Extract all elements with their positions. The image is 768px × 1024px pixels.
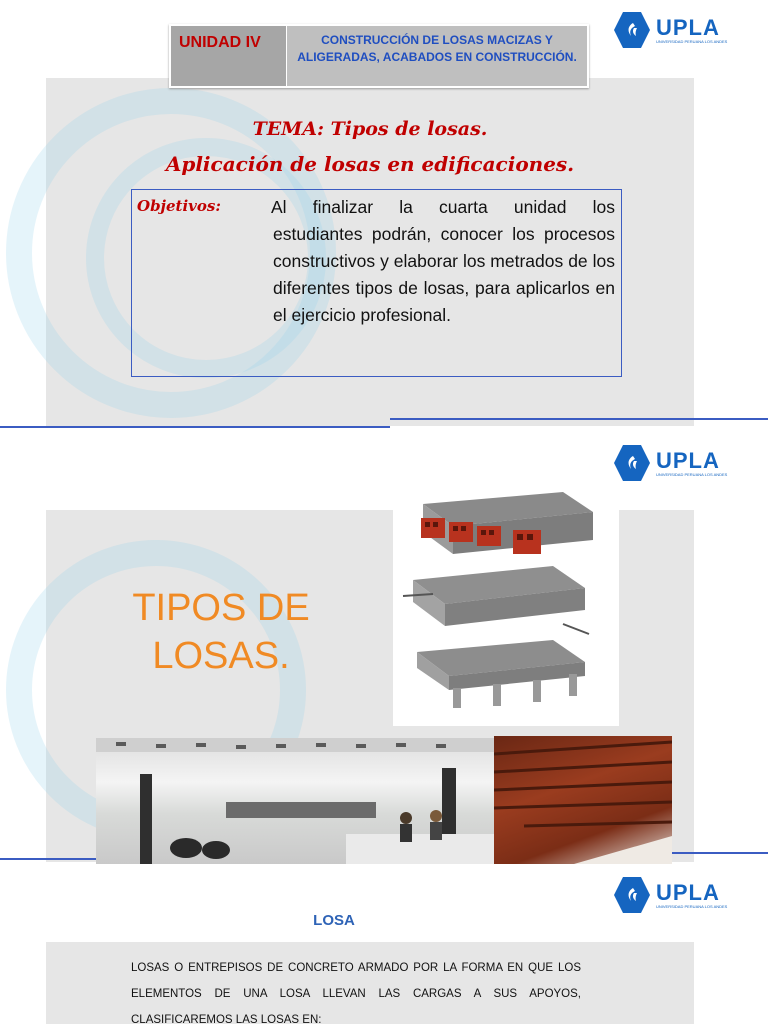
section-heading: LOSA — [313, 912, 355, 929]
slide-separator-right — [390, 418, 768, 420]
upla-emblem-icon — [614, 877, 650, 913]
unit-label: UNIDAD IV — [171, 26, 287, 86]
slide-separator-right — [672, 852, 768, 854]
brand-name: UPLA — [656, 879, 720, 905]
brand-name: UPLA — [656, 14, 720, 40]
objectives-first-line: Al finalizar la cuarta unidad los — [271, 197, 615, 217]
upla-logo — [614, 877, 727, 913]
upla-logo — [614, 12, 727, 48]
topic-title: TEMA: Tipos de losas. — [252, 118, 488, 140]
slide-title-line-2: LOSAS. — [152, 635, 290, 677]
section-body-text: LOSAS O ENTREPISOS DE CONCRETO ARMADO POR LA FORMA EN QUE LOS ELEMENTOS DE UNA LOSA LLEVAN LAS CARGAS A SUS APOYOS, CLASIFICAREMOS LAS LOSAS EN: — [131, 962, 581, 1024]
objectives-label: Objetivos: — [137, 197, 221, 215]
brand-name: UPLA — [656, 447, 720, 473]
brand-tagline: UNIVERSIDAD PERUANA LOS ANDES — [656, 903, 728, 909]
upla-emblem-icon — [614, 12, 650, 48]
brand-tagline: UNIVERSIDAD PERUANA LOS ANDES — [656, 38, 728, 44]
topic-subtitle: Aplicación de losas en edificaciones. — [165, 152, 575, 176]
slide-title — [116, 584, 326, 680]
unit-title: CONSTRUCCIÓN DE LOSAS MACIZAS Y ALIGERADAS, ACABADOS EN CONSTRUCCIÓN. — [297, 33, 577, 64]
slab-types-illustration — [393, 484, 619, 726]
objectives-text: estudiantes podrán, conocer los procesos constructivos y elaborar los metrados de los diferentes tipos de losas, para aplicarlos en el ejercicio profesional. — [273, 224, 615, 325]
slide-title-line-1: TIPOS DE — [132, 587, 310, 629]
unit-header — [169, 24, 589, 88]
upla-emblem-icon — [614, 445, 650, 481]
slide-separator-left — [0, 426, 390, 428]
brand-tagline: UNIVERSIDAD PERUANA LOS ANDES — [656, 471, 728, 477]
slide-separator-left — [0, 858, 96, 860]
upla-logo — [614, 445, 727, 481]
office-interior-photo — [96, 738, 494, 864]
wood-ceiling-photo — [494, 736, 672, 864]
